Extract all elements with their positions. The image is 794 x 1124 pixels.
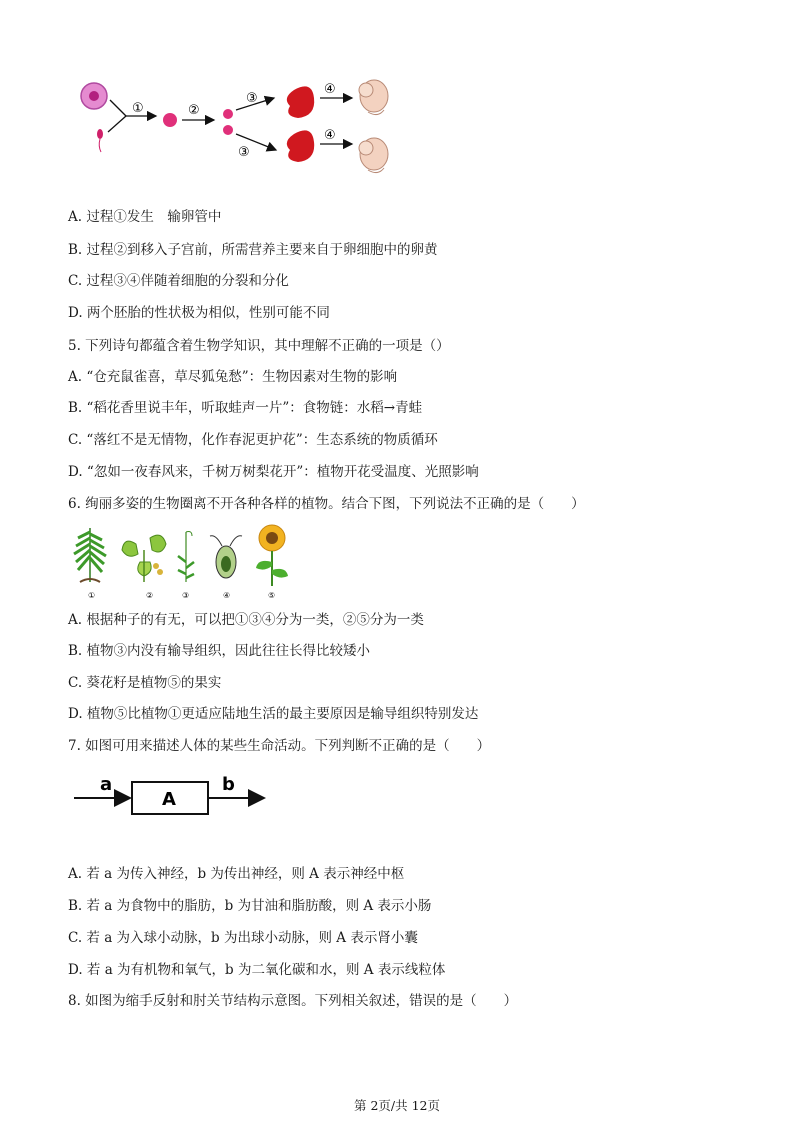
plants-figure <box>66 522 302 602</box>
split-cell-lower <box>223 125 233 135</box>
q6-stem: 6. 绚丽多姿的生物圈离不开各种各样的植物。结合下图，下列说法不正确的是（ ） <box>68 496 585 512</box>
q4-option-d: D. 两个胚胎的性状极为相似，性别可能不同 <box>68 305 330 321</box>
output-label-b: b <box>222 774 235 795</box>
flow-diagram-a-to-b <box>72 770 272 820</box>
q4-option-a: A. 过程①发生 输卵管中 <box>68 209 222 225</box>
process-box-label: A <box>162 789 176 810</box>
process-1-label: ① <box>132 101 144 116</box>
input-label-a: a <box>100 774 113 795</box>
q7-option-c: C. 若 a 为入球小动脉，b 为出球小动脉，则 A 表示肾小囊 <box>68 930 418 946</box>
q5-stem: 5. 下列诗句都蕴含着生物学知识，其中理解不正确的一项是（） <box>68 338 450 354</box>
zygote <box>163 113 177 127</box>
q5-option-a: A. “仓充鼠雀喜，草尽狐兔愁”：生物因素对生物的影响 <box>68 369 398 385</box>
egg-cell <box>81 83 107 109</box>
process-3-label-upper: ③ <box>246 91 258 106</box>
plant-3-moss <box>178 532 194 583</box>
process-4-label-lower: ④ <box>324 128 336 143</box>
plant-2-label: ② <box>146 591 154 600</box>
fetus-lower <box>359 138 388 173</box>
q6-option-a: A. 根据种子的有无，可以把①③④分为一类，②⑤分为一类 <box>68 612 424 628</box>
plant-2-ginkgo <box>122 535 166 582</box>
plant-5-sunflower <box>256 525 288 586</box>
q7-option-b: B. 若 a 为食物中的脂肪，b 为甘油和脂肪酸，则 A 表示小肠 <box>68 898 432 914</box>
plant-5-label: ⑤ <box>268 591 276 600</box>
embryo-upper <box>287 86 314 118</box>
process-3-label-lower: ③ <box>238 145 250 160</box>
plant-3-label: ③ <box>182 591 190 600</box>
q5-option-d: D. “忽如一夜春风来，千树万树梨花开”：植物开花受温度、光照影响 <box>68 464 479 480</box>
plant-1-label: ① <box>88 591 96 600</box>
q8-stem: 8. 如图为缩手反射和肘关节结构示意图。下列相关叙述，错误的是（ ） <box>68 993 518 1009</box>
plant-1-fern <box>74 528 106 582</box>
plant-4-label: ④ <box>223 591 231 600</box>
split-cell-upper <box>223 109 233 119</box>
plant-4-algae <box>210 536 242 578</box>
fetus-upper <box>359 80 388 115</box>
q6-option-d: D. 植物⑤比植物①更适应陆地生活的最主要原因是输导组织特别发达 <box>68 706 479 722</box>
q5-option-b: B. “稻花香里说丰年，听取蛙声一片”：食物链：水稻→青蛙 <box>68 400 423 416</box>
q4-option-b: B. 过程②到移入子宫前，所需营养主要来自于卵细胞中的卵黄 <box>68 242 438 258</box>
page-footer: 第 2页/共 12页 <box>353 1098 441 1113</box>
embryo-development-figure <box>76 76 396 180</box>
q7-option-d: D. 若 a 为有机物和氧气，b 为二氧化碳和水，则 A 表示线粒体 <box>68 962 446 978</box>
q7-stem: 7. 如图可用来描述人体的某些生命活动。下列判断不正确的是（ ） <box>68 738 491 754</box>
process-2-label: ② <box>188 103 200 118</box>
q4-option-c: C. 过程③④伴随着细胞的分裂和分化 <box>68 273 289 289</box>
embryo-lower <box>287 130 314 162</box>
process-4-label-upper: ④ <box>324 82 336 97</box>
q6-option-b: B. 植物③内没有输导组织，因此往往长得比较矮小 <box>68 643 371 659</box>
sperm-cell <box>97 129 103 152</box>
q7-option-a: A. 若 a 为传入神经，b 为传出神经，则 A 表示神经中枢 <box>68 866 405 882</box>
q5-option-c: C. “落红不是无情物，化作春泥更护花”：生态系统的物质循环 <box>68 432 438 448</box>
q6-option-c: C. 葵花籽是植物⑤的果实 <box>68 675 222 691</box>
